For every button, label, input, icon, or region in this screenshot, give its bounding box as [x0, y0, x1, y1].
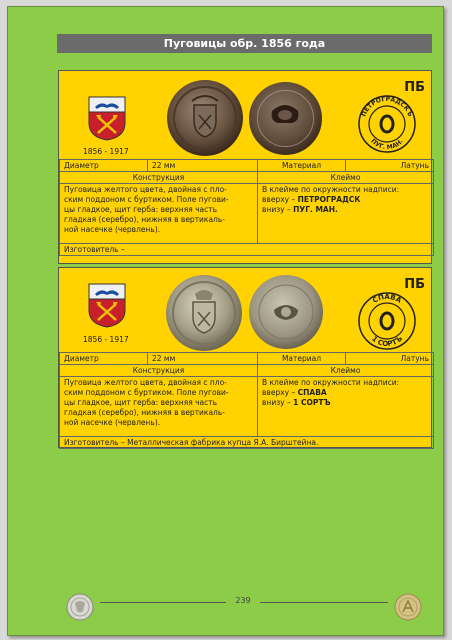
card-images: [59, 71, 431, 159]
stamp-top-text: СПАВА: [371, 292, 403, 305]
hallmark-stamp-icon: [357, 94, 417, 154]
material-value: Латунь: [346, 353, 434, 365]
footer-divider-left: [100, 602, 226, 603]
construction-description: Пуговица желтого цвета, двойная с пло- ским поддоном с буртиком. Поле пугови- цы гладкое, щит герба: верхняя часть гладкая (серебро), нижняя в вертикаль- ной насечке (червлень).: [60, 377, 258, 437]
maker-row: Изготовитель –: [60, 244, 434, 256]
page-title: Пуговицы обр. 1856 года: [57, 34, 432, 53]
button-card-2: [58, 267, 432, 448]
material-label: Материал: [258, 160, 346, 172]
construction-description: Пуговица желтого цвета, двойная с пло- ским поддоном с буртиком. Поле пугови- цы гладкое, щит герба: верхняя часть гладкая (серебро), нижняя в вертикаль- ной насечке (червлень).: [60, 184, 258, 244]
hallmark-header: Клеймо: [258, 365, 434, 377]
button-back-image: [248, 274, 324, 350]
construction-header: Конструкция: [60, 365, 258, 377]
button-back-image: [248, 81, 323, 156]
coat-of-arms-icon: [87, 95, 127, 141]
button-spec-table: [59, 159, 434, 256]
footer-emblem-left-icon: [66, 593, 94, 621]
diameter-label: Диаметр: [60, 353, 148, 365]
hallmark-header: Клеймо: [258, 172, 434, 184]
hallmark-description: В клейме по окружности надписи: вверху – ПЕТРОГРАДСК внизу – ПУГ. МАН.: [258, 184, 434, 244]
stamp-top-text: ПЕТРОГРАДСКЪ: [360, 95, 414, 118]
maker-row: Изготовитель – Металлическая фабрика купца Я.А. Бирштейна.: [60, 437, 434, 449]
hallmark-stamp-icon: [357, 291, 417, 351]
button-spec-table: [59, 352, 434, 449]
years-label: 1856 - 1917: [83, 147, 129, 156]
button-front-image: [165, 274, 243, 352]
manufacturer-mark: ПБ: [404, 80, 425, 95]
diameter-value: 22 мм: [148, 160, 258, 172]
button-front-image: [166, 79, 244, 157]
footer-divider-right: [260, 602, 388, 603]
stamp-bottom-text: ПУГ. МАН.: [369, 137, 405, 152]
footer-emblem-right-icon: [394, 593, 422, 621]
coat-of-arms-icon: [87, 282, 127, 328]
material-label: Материал: [258, 353, 346, 365]
book-page: [7, 6, 444, 636]
stamp-bottom-text: 1 СОРТЪ: [370, 334, 404, 349]
button-card-1: [58, 70, 432, 264]
hallmark-description: В клейме по окружности надписи: вверху – СПАВА внизу – 1 СОРТЪ: [258, 377, 434, 437]
card-images: [59, 268, 431, 352]
construction-header: Конструкция: [60, 172, 258, 184]
diameter-value: 22 мм: [148, 353, 258, 365]
page-number: 239: [235, 596, 251, 605]
years-label: 1856 - 1917: [83, 335, 129, 344]
material-value: Латунь: [346, 160, 434, 172]
diameter-label: Диаметр: [60, 160, 148, 172]
manufacturer-mark: ПБ: [404, 277, 425, 292]
